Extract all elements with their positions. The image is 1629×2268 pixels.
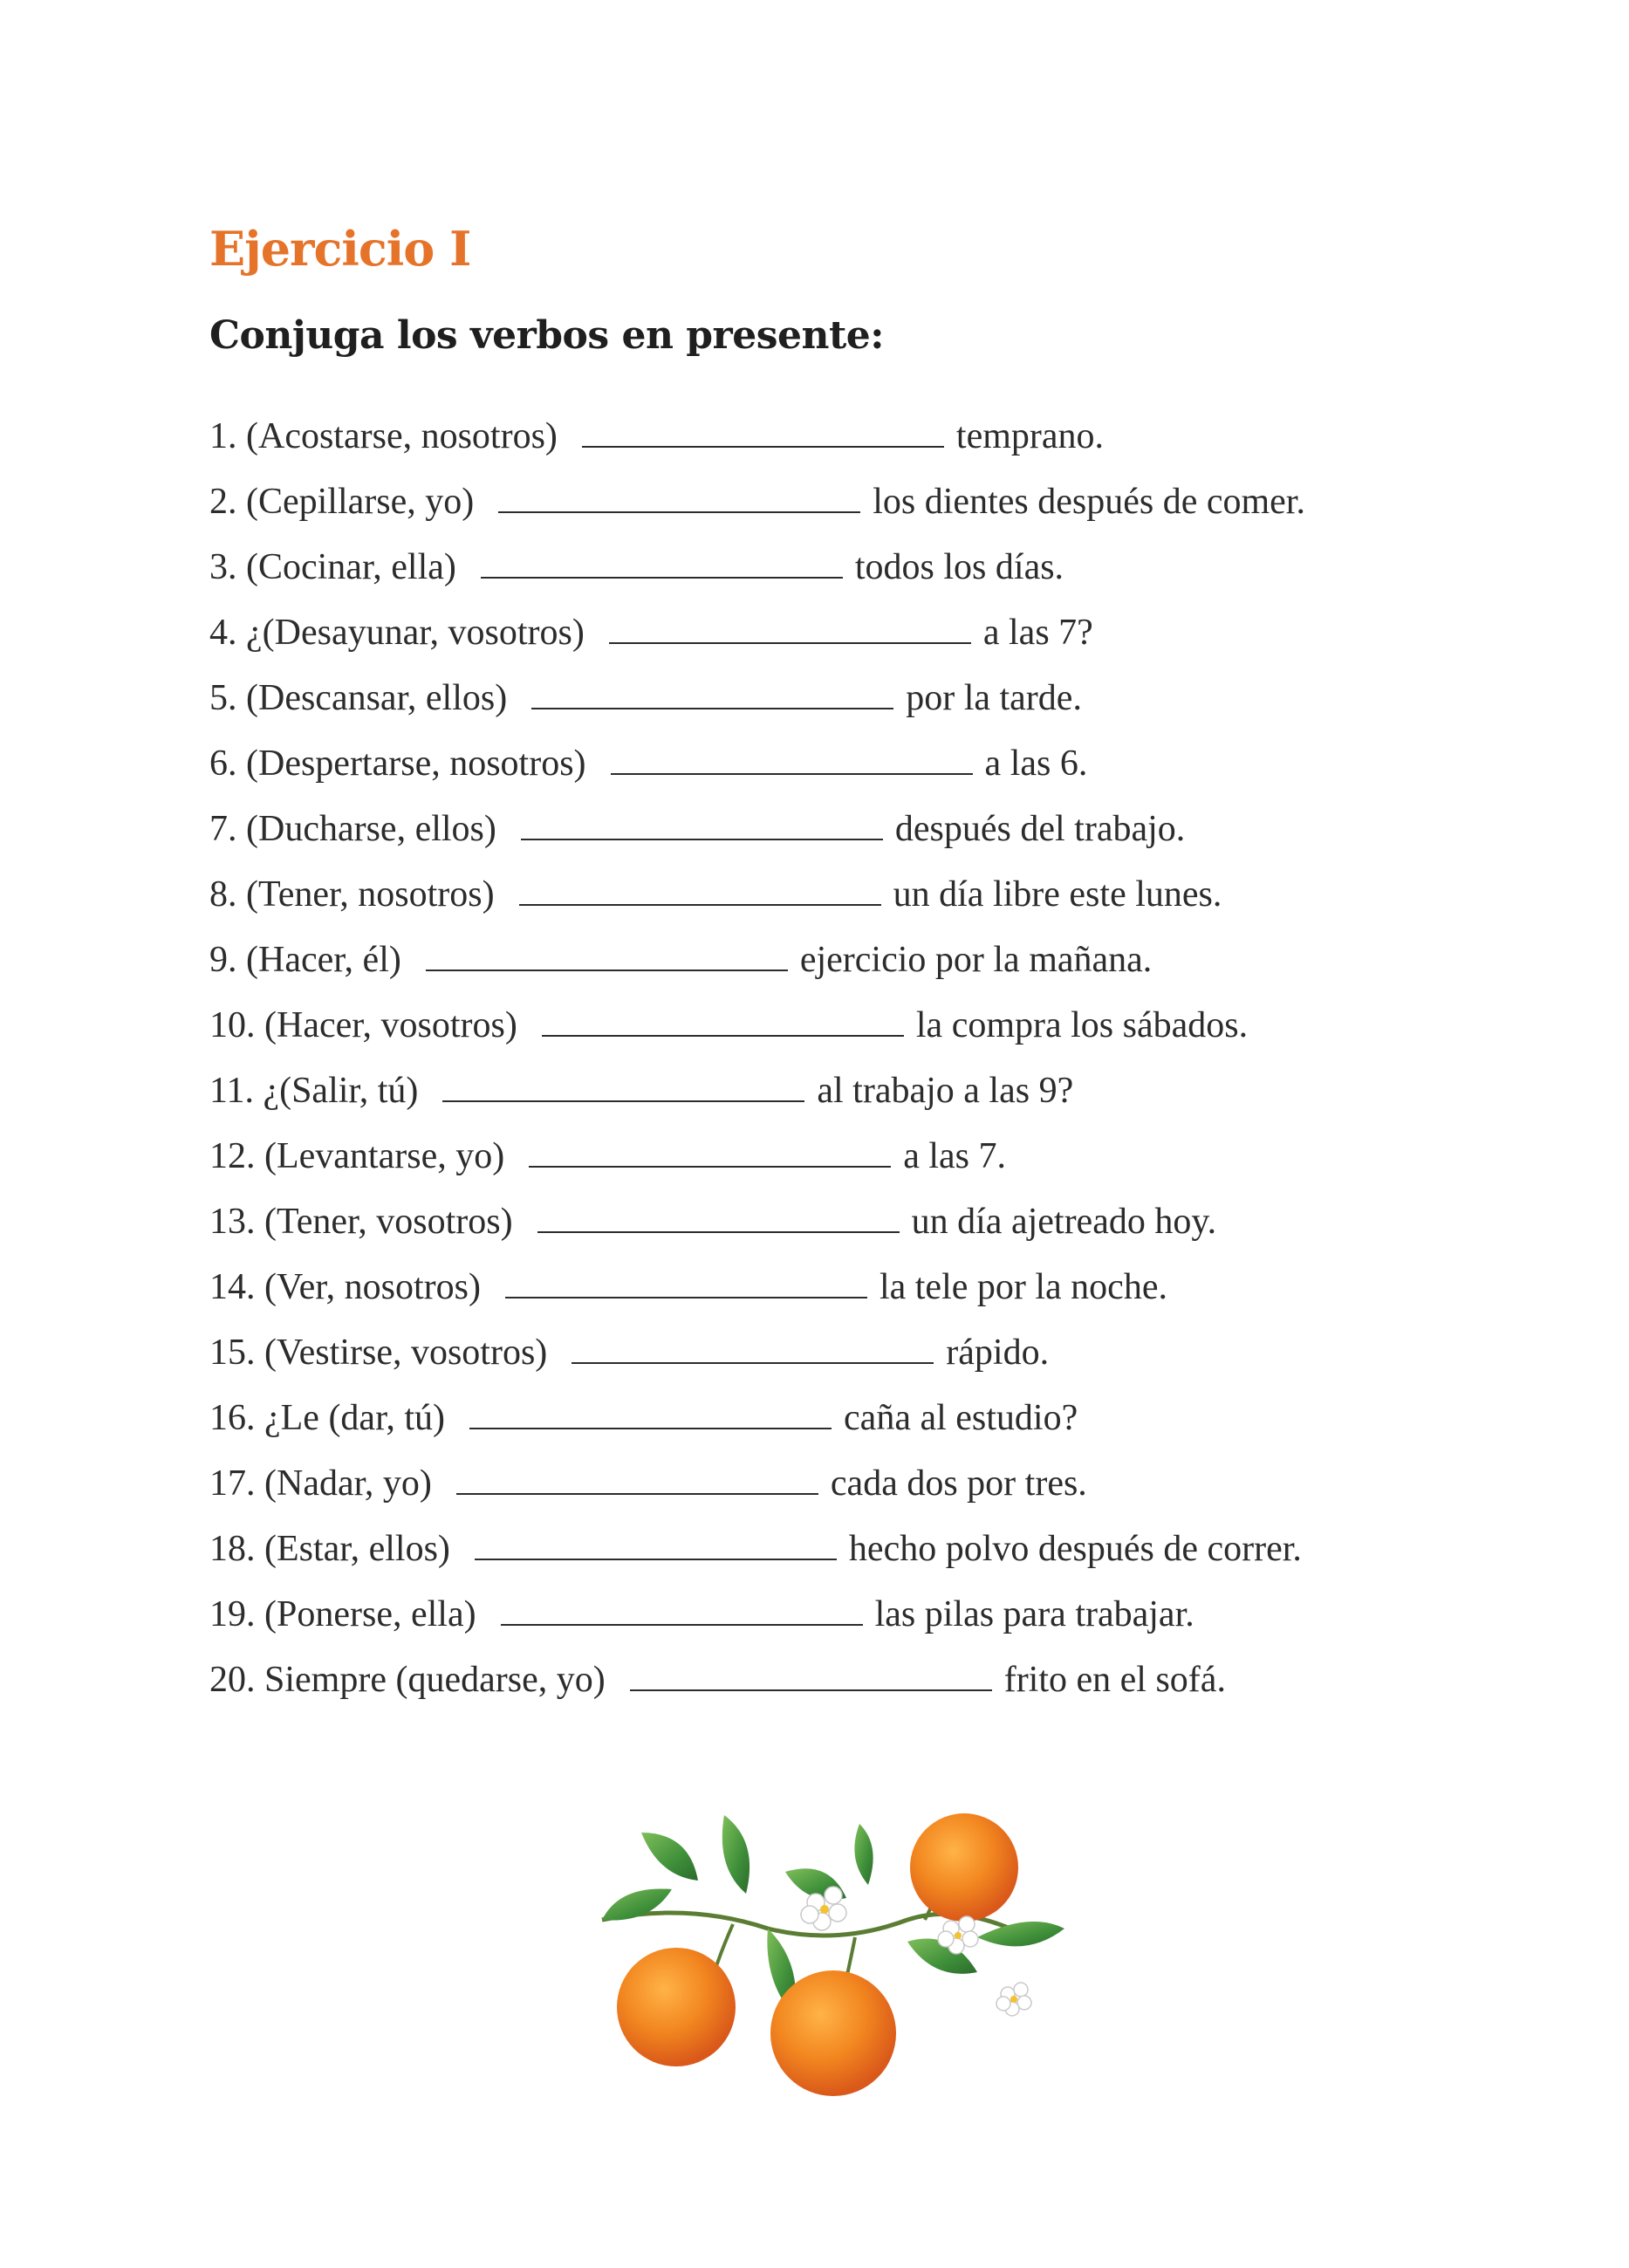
item-prompt: 3. (Cocinar, ella) bbox=[209, 547, 456, 587]
exercise-item bbox=[209, 999, 1475, 1065]
exercise-item bbox=[209, 1523, 1475, 1588]
answer-blank[interactable] bbox=[537, 1230, 900, 1233]
item-prompt: 10. (Hacer, vosotros) bbox=[209, 1005, 517, 1045]
exercise-item bbox=[209, 934, 1475, 999]
item-continuation: rápido. bbox=[946, 1333, 1050, 1373]
item-prompt: 14. (Ver, nosotros) bbox=[209, 1267, 481, 1307]
exercise-item bbox=[209, 672, 1475, 737]
item-continuation: por la tarde. bbox=[906, 678, 1082, 718]
item-continuation: la tele por la noche. bbox=[879, 1267, 1167, 1307]
leaf-8 bbox=[854, 1824, 873, 1885]
answer-blank[interactable] bbox=[582, 445, 944, 448]
item-continuation: a las 7? bbox=[982, 613, 1093, 653]
exercise-item bbox=[209, 606, 1475, 672]
answer-blank[interactable] bbox=[519, 903, 881, 906]
orange-fruit-2 bbox=[770, 1970, 896, 2096]
exercise-item bbox=[209, 1196, 1475, 1261]
item-continuation: a las 6. bbox=[984, 743, 1088, 784]
exercise-item bbox=[209, 1457, 1475, 1523]
orange-fruit-3 bbox=[910, 1813, 1018, 1922]
exercise-item bbox=[209, 737, 1475, 803]
answer-blank[interactable] bbox=[442, 1100, 804, 1102]
answer-blank[interactable] bbox=[609, 641, 971, 644]
blossom-3 bbox=[996, 1983, 1031, 2016]
answer-blank[interactable] bbox=[456, 1492, 818, 1495]
exercise-item bbox=[209, 1326, 1475, 1392]
answer-blank[interactable] bbox=[572, 1361, 934, 1364]
item-continuation: un día libre este lunes. bbox=[893, 874, 1222, 915]
answer-blank[interactable] bbox=[426, 969, 788, 971]
answer-blank[interactable] bbox=[529, 1165, 891, 1168]
exercise-item bbox=[209, 1261, 1475, 1326]
item-prompt: 13. (Tener, vosotros) bbox=[209, 1202, 513, 1242]
item-continuation: al trabajo a las 9? bbox=[817, 1071, 1074, 1111]
exercise-item bbox=[209, 410, 1475, 476]
exercise-item bbox=[209, 803, 1475, 868]
answer-blank[interactable] bbox=[498, 510, 860, 513]
item-prompt: 2. (Cepillarse, yo) bbox=[209, 482, 475, 522]
item-prompt: 1. (Acostarse, nosotros) bbox=[209, 416, 558, 456]
item-continuation: ejercicio por la mañana. bbox=[799, 940, 1153, 980]
item-prompt: 17. (Nadar, yo) bbox=[209, 1463, 432, 1504]
item-prompt: 20. Siempre (quedarse, yo) bbox=[209, 1660, 606, 1700]
answer-blank[interactable] bbox=[475, 1558, 837, 1560]
leaf-7 bbox=[977, 1922, 1064, 1946]
item-continuation: todos los días. bbox=[854, 547, 1064, 587]
item-continuation: hecho polvo después de correr. bbox=[848, 1529, 1302, 1569]
exercise-item bbox=[209, 1654, 1475, 1719]
item-continuation: cada dos por tres. bbox=[830, 1463, 1087, 1504]
answer-blank[interactable] bbox=[505, 1296, 867, 1298]
exercise-item bbox=[209, 1588, 1475, 1654]
item-prompt: 12. (Levantarse, yo) bbox=[209, 1136, 505, 1176]
exercise-item bbox=[209, 476, 1475, 541]
item-prompt: 15. (Vestirse, vosotros) bbox=[209, 1333, 548, 1373]
answer-blank[interactable] bbox=[611, 772, 973, 775]
answer-blank[interactable] bbox=[501, 1623, 863, 1626]
item-prompt: 9. (Hacer, él) bbox=[209, 940, 401, 980]
answer-blank[interactable] bbox=[469, 1427, 832, 1429]
item-continuation: frito en el sofá. bbox=[1003, 1660, 1226, 1700]
item-prompt: 11. ¿(Salir, tú) bbox=[209, 1071, 419, 1111]
item-prompt: 7. (Ducharse, ellos) bbox=[209, 809, 496, 849]
exercise-list bbox=[209, 410, 1475, 1719]
item-continuation: a las 7. bbox=[903, 1136, 1006, 1176]
item-continuation: caña al estudio? bbox=[844, 1398, 1078, 1438]
leaf-1 bbox=[602, 1888, 672, 1920]
exercise-title: Ejercicio I bbox=[209, 221, 471, 277]
item-prompt: 5. (Descansar, ellos) bbox=[209, 678, 508, 718]
exercise-item bbox=[209, 541, 1475, 606]
exercise-item bbox=[209, 1392, 1475, 1457]
exercise-instruction: Conjuga los verbos en presente: bbox=[209, 313, 885, 358]
exercise-item bbox=[209, 868, 1475, 934]
item-continuation: temprano. bbox=[955, 416, 1105, 456]
exercise-item bbox=[209, 1065, 1475, 1130]
orange-branch-illustration bbox=[576, 1798, 1099, 2129]
leaf-2 bbox=[641, 1833, 698, 1881]
answer-blank[interactable] bbox=[521, 838, 883, 840]
answer-blank[interactable] bbox=[481, 576, 843, 579]
orange-fruit-1 bbox=[617, 1948, 736, 2066]
answer-blank[interactable] bbox=[630, 1689, 992, 1691]
item-continuation: las pilas para trabajar. bbox=[874, 1594, 1194, 1634]
leaf-3 bbox=[722, 1815, 749, 1894]
item-prompt: 19. (Ponerse, ella) bbox=[209, 1594, 476, 1634]
answer-blank[interactable] bbox=[542, 1034, 904, 1037]
item-continuation: los dientes después de comer. bbox=[873, 482, 1305, 522]
item-prompt: 18. (Estar, ellos) bbox=[209, 1529, 450, 1569]
exercise-item bbox=[209, 1130, 1475, 1196]
item-continuation: un día ajetreado hoy. bbox=[911, 1202, 1217, 1242]
item-prompt: 6. (Despertarse, nosotros) bbox=[209, 743, 586, 784]
item-prompt: 4. ¿(Desayunar, vosotros) bbox=[209, 613, 585, 653]
item-continuation: la compra los sábados. bbox=[915, 1005, 1249, 1045]
item-continuation: después del trabajo. bbox=[894, 809, 1186, 849]
item-prompt: 8. (Tener, nosotros) bbox=[209, 874, 495, 915]
item-prompt: 16. ¿Le (dar, tú) bbox=[209, 1398, 446, 1438]
answer-blank[interactable] bbox=[531, 707, 893, 709]
